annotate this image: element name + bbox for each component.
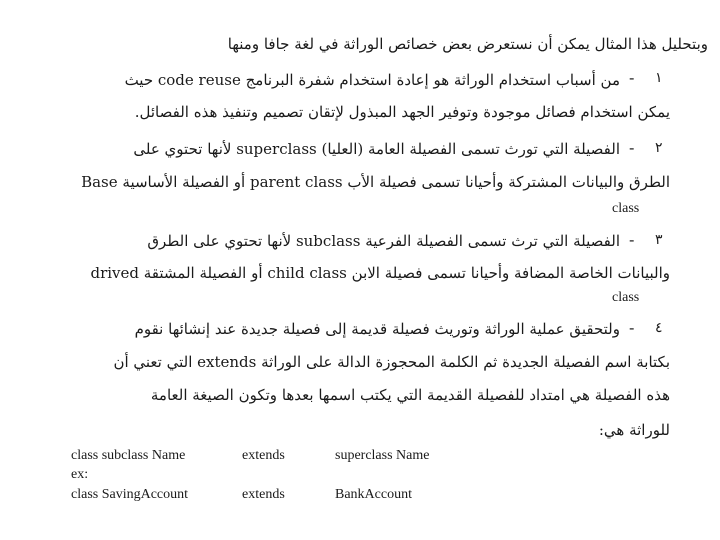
item-3-dash: - <box>629 230 635 249</box>
intro-text: وبتحليل هذا المثال يمكن أن نستعرض بعض خصائص الوراثة في لغة جافا ومنها <box>227 35 708 53</box>
item-3-line-2: والبيانات الخاصة المضافة وأحيانا تسمى فصيلة الابن child class أو الفصيلة المشتقة drived <box>90 264 670 282</box>
item-1-dash: - <box>629 68 635 87</box>
code-line-2-class: class SavingAccount <box>71 487 189 502</box>
code-line-2-baseclass: BankAccount <box>335 487 412 502</box>
item-4-line-3: هذه الفصيلة هي امتداد للفصيلة القديمة التي يكتب اسمها بعدها وتكون الصيغة العامة <box>150 386 670 404</box>
code-line-2-extends: extends <box>242 487 285 502</box>
item-3-number: ٣ <box>655 232 663 248</box>
item-1-line-2: يمكن استخدام فصائل موجودة وتوفير الجهد المبذول لإتقان تصميم وتنفيذ هذه الفصائل. <box>134 103 670 121</box>
item-4-dash: - <box>629 318 635 337</box>
item-4-number: ٤ <box>655 320 663 336</box>
item-3-line-3: class <box>612 290 640 305</box>
item-4-line-1: ولتحقيق عملية الوراثة وتوريث فصيلة قديمة إلى فصيلة جديدة عند إنشائها نقوم <box>134 320 620 338</box>
code-line-1-class: class subclass Name <box>71 448 186 463</box>
item-4-line-2: بكتابة اسم الفصيلة الجديدة ثم الكلمة المحجوزة الدالة على الوراثة extends التي تعني أن <box>113 353 670 371</box>
item-2-line-1: الفصيلة التي تورث تسمى الفصيلة العامة (العليا) superclass لأنها تحتوي على <box>133 140 620 158</box>
code-line-1-superclass: superclass Name <box>335 448 430 463</box>
code-line-1-extends: extends <box>242 448 285 463</box>
item-1-line-1: من أسباب استخدام الوراثة هو إعادة استخدام شفرة البرنامج code reuse حيث <box>124 71 620 89</box>
item-2-line-3: class <box>612 201 640 216</box>
item-3-line-1: الفصيلة التي ترث تسمى الفصيلة الفرعية subclass لأنها تحتوي على الطرق <box>147 232 620 250</box>
item-2-dash: - <box>629 138 635 157</box>
item-4-line-4: للوراثة هي: <box>598 421 670 439</box>
code-ex-label: ex: <box>71 467 89 482</box>
item-2-line-2: الطرق والبيانات المشتركة وأحيانا تسمى فصيلة الأب parent class أو الفصيلة الأساسية Base <box>81 173 670 191</box>
item-2-number: ٢ <box>655 140 663 156</box>
item-1-number: ١ <box>655 70 663 86</box>
